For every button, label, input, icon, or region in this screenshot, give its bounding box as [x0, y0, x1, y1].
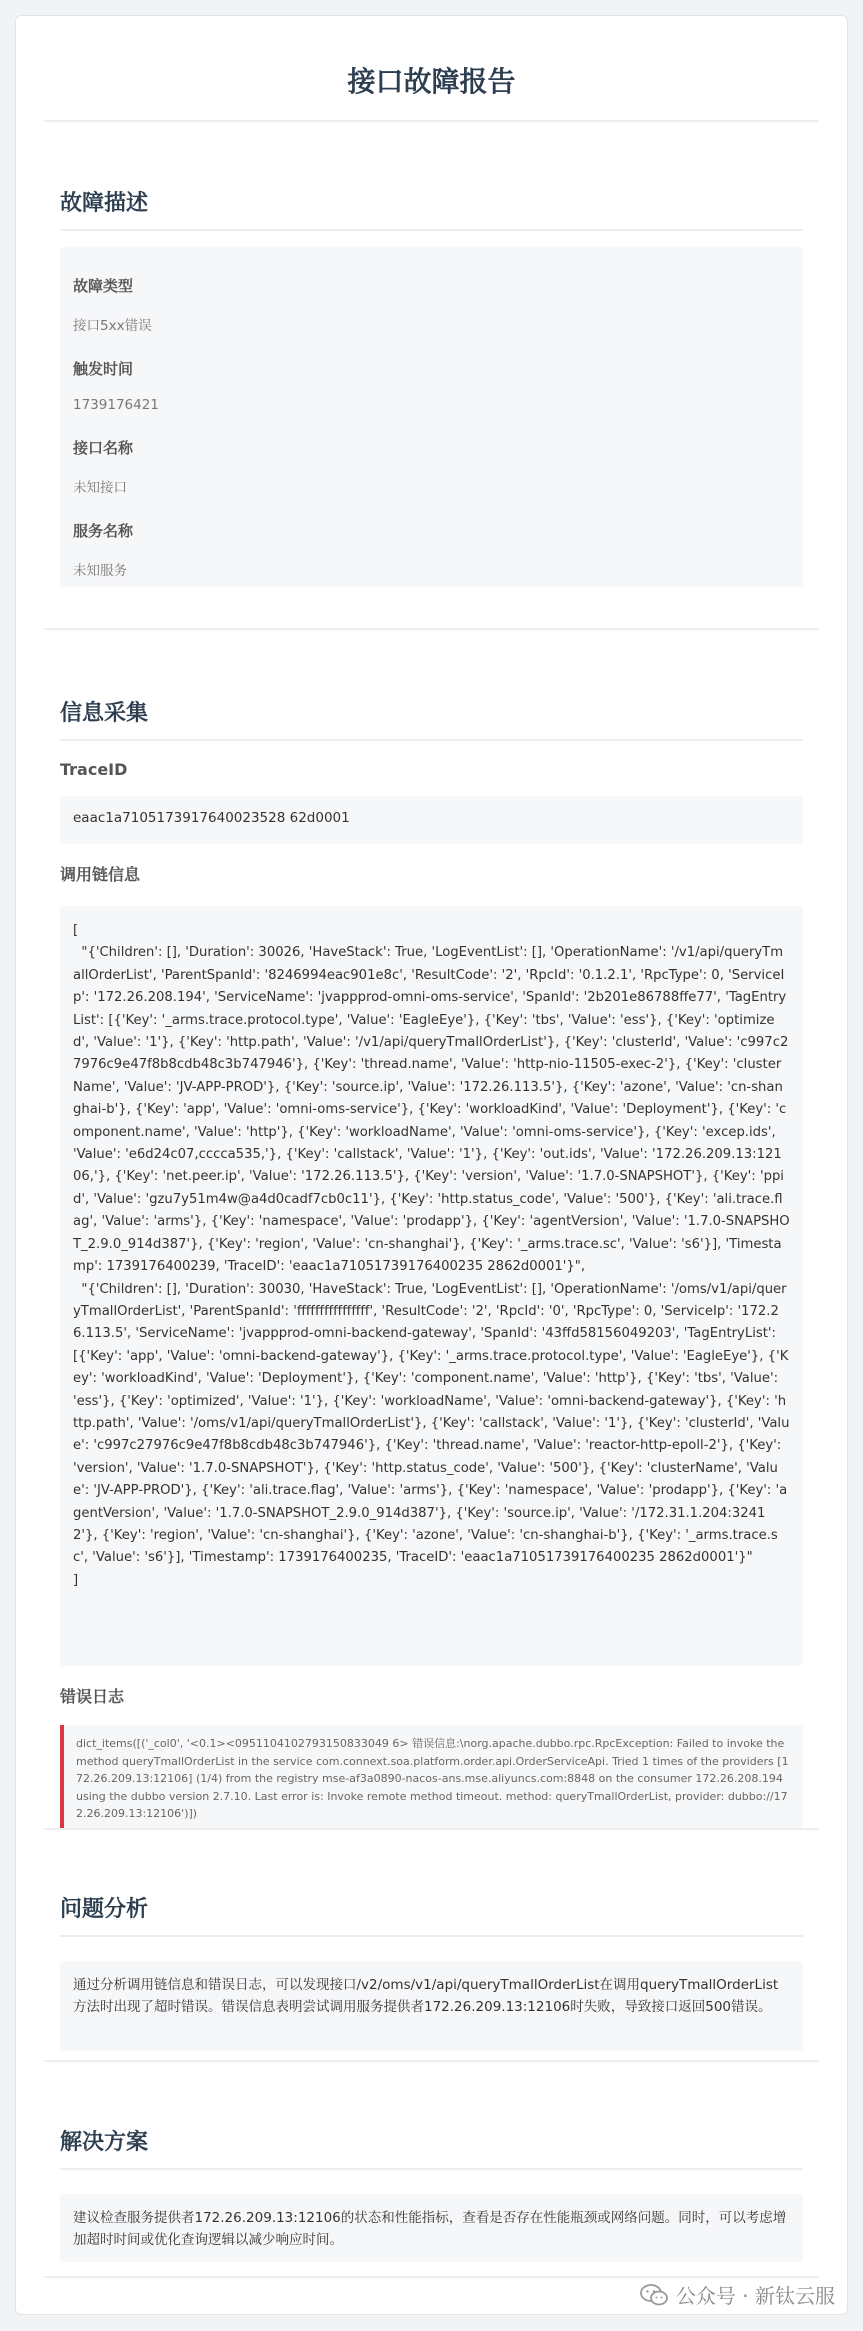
call-chain-block: [ "{'Children': [], 'Duration': 30026, 'HaveStack': True, 'LogEventList': [], 'OperationName': '/v1/api/queryTmallOrderList', 'ParentSpanId': '8246994eac901e8c', 'ResultCode': '2', 'RpcId': '0.1.2.1', 'RpcType': 0, 'ServiceIp': '172.26.208.194', 'ServiceName': 'jvappprod-omni-oms-service', 'SpanId': '2b201e86788ffe77', 'TagEntryList': [{'Key': '_arms.trace.protocol.type', 'Value': 'EagleEye'}, {'Key': 'tbs', 'Value': 'ess'}, {'Key': 'optimized', 'Value': '1'}, {'Key': 'http.path', 'Value': '/v1/api/queryTmallOrderList'}, {'Key': 'clusterId', 'Value': 'c997c27976c9e47f8b8cdb48c3b747946'}, {'Key': 'thread.name', 'Value': 'http-nio-11505-exec-2'}, {'Key': 'clusterName', 'Value': 'JV-APP-PROD'}, {'Key': 'source.ip', 'Value': '172.26.113.5'}, {'Key': 'azone', 'Value': 'cn-shanghai-b'}, {'Key': 'app', 'Value': 'omni-oms-service'}, {'Key': 'workloadKind', 'Value': 'Deployment'}, {'Key': 'component.name', 'Value': 'http'}, {'Key': 'workloadName', 'Value': 'omni-oms-service'}, {'Key': 'excep.ids', 'Value': 'e6d24c07,cccca535,'}, {'Key': 'callstack', 'Value': '1'}, {'Key': 'out.ids', 'Value': '172.26.209.13:12106,'}, {'Key': 'net.peer.ip', 'Value': '172.26.113.5'}, {'Key': 'version', 'Value': '1.7.0-SNAPSHOT'}, {'Key': 'ppid', 'Value': 'gzu7y51m4w@a4d0cadf7cb0c11'}, {'Key': 'http.status_code', 'Value': '500'}, {'Key': 'ali.trace.flag', 'Value': 'arms'}, {'Key': 'namespace', 'Value': 'prodapp'}, {'Key': 'agentVersion', 'Value': '1.7.0-SNAPSHOT_2.9.0_914d387'}, {'Key': 'region', 'Value': 'cn-shanghai'}, {'Key': '_arms.trace.sc', 'Value': 's6'}], 'Timestamp': 1739176400239, 'TraceID': 'eaac1a71051739176400235 2862d0001'}", "{'Children': [], 'Duration': 30030, 'HaveStack': True, 'LogEventList': [], 'OperationName': '/oms/v1/api/queryTmallOrderList', 'ParentSpanId': 'ffffffffffffffff', 'ResultCode': '2', 'RpcId': '0', 'RpcType': 0, 'ServiceIp': '172.26.113.5', 'ServiceName': 'jvappprod-omni-backend-gateway', 'SpanId': '43ffd58156049203', 'TagEntryList': [{'Key': 'app', 'Value': 'omni-backend-gateway'}, {'Key': '_arms.trace.protocol.type', 'Value': 'EagleEye'}, {'Key': 'workloadKind', 'Value': 'Deployment'}, {'Key': 'component.name', 'Value': 'http'}, {'Key': 'tbs', 'Value': 'ess'}, {'Key': 'optimized', 'Value': '1'}, {'Key': 'workloadName', 'Value': 'omni-backend-gateway'}, {'Key': 'http.path', 'Value': '/oms/v1/api/queryTmallOrderList'}, {'Key': 'callstack', 'Value': '1'}, {'Key': 'clusterId', 'Value': 'c997c27976c9e47f8b8cdb48c3b747946'}, {'Key': 'thread.name', 'Value': 'reactor-http-epoll-2'}, {'Key': 'version', 'Value': '1.7.0-SNAPSHOT'}, {'Key': 'http.status_code', 'Value': '500'}, {'Key': 'clusterName', 'Value': 'JV-APP-PROD'}, {'Key': 'ali.trace.flag', 'Value': 'arms'}, {'Key': 'namespace', 'Value': 'prodapp'}, {'Key': 'agentVersion', 'Value': '1.7.0-SNAPSHOT_2.9.0_914d387'}, {'Key': 'source.ip', 'Value': '/172.31.1.204:32412'}, {'Key': 'region', 'Value': 'cn-shanghai'}, {'Key': 'azone', 'Value': 'cn-shanghai-b'}, {'Key': '_arms.trace.sc', 'Value': 's6'}], 'Timestamp': 1739176400235, 'TraceID': 'eaac1a71051739176400235 2862d0001'}" ] [60, 906, 803, 1666]
error-log-block: dict_items([('_col0', '<0.1><0951104102793150833049 6> 错误信息:\norg.apache.dubbo.rpc.RpcException: Failed to invoke the method queryTmallOrderList in the service com.connext.soa.platform.order.api.OrderServiceApi. Tried 1 times of the providers [172.26.209.13:12106] (1/4) from the registry mse-af3a0890-nacos-ans.mse.aliyuncs.com:8848 on the consumer 172.26.208.194 using the dubbo version 2.7.10. Last error is: Invoke remote method timeout. method: queryTmallOrderList, provider: dubbo://172.26.209.13:12106')]) [60, 1725, 803, 1828]
fault-type-value: 接口5xx错误 [73, 318, 152, 334]
analysis-section-title: 问题分析 [60, 1892, 803, 1937]
info-section-title: 信息采集 [60, 696, 803, 741]
api-name-value: 未知接口 [73, 480, 127, 496]
watermark [640, 2280, 835, 2309]
solution-section-title: 解决方案 [60, 2125, 803, 2170]
info-section [44, 630, 819, 1830]
trace-id-value: eaac1a7105173917640023528 62d0001 [60, 796, 803, 844]
watermark-text: 公众号 · 新钛云服 [675, 2284, 835, 2308]
analysis-section [44, 1830, 819, 2062]
page-title: 接口故障报告 [44, 16, 819, 122]
fault-section-title: 故障描述 [60, 186, 803, 231]
service-name-label: 服务名称 [73, 522, 134, 540]
error-log-label: 错误日志 [60, 1687, 125, 1706]
trigger-time-label: 触发时间 [73, 360, 134, 378]
trace-id-label: TraceID [60, 760, 128, 779]
api-name-label: 接口名称 [73, 439, 134, 457]
fault-details [60, 247, 803, 587]
fault-type-label: 故障类型 [73, 277, 134, 295]
report-card [15, 15, 848, 2315]
wechat-icon [640, 2284, 668, 2306]
solution-text: 建议检查服务提供者172.26.209.13:12106的状态和性能指标，查看是否存在性能瓶颈或网络问题。同时，可以考虑增加超时时间或优化查询逻辑以减少响应时间。 [60, 2194, 803, 2262]
analysis-text: 通过分析调用链信息和错误日志，可以发现接口/v2/oms/v1/api/queryTmallOrderList在调用queryTmallOrderList方法时出现了超时错误。错误信息表明尝试调用服务提供者172.26.209.13:12106时失败，导致接口返回500错误。 [60, 1961, 803, 2051]
fault-section [44, 122, 819, 630]
trigger-time-value: 1739176421 [73, 397, 159, 413]
call-chain-label: 调用链信息 [60, 865, 141, 884]
service-name-value: 未知服务 [73, 563, 127, 579]
solution-section [44, 2062, 819, 2278]
